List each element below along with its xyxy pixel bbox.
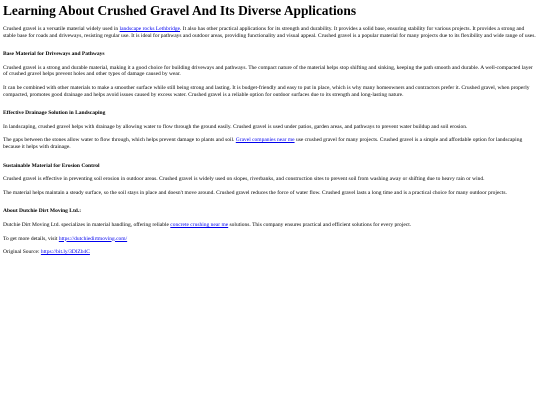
intro-paragraph	[3, 26, 537, 39]
intro-text-after: . It also has other practical applications for its strength and durability. It provides a solid base, ensuring stability for various projects. It provides a strong and stable base for roads and driveways, resisting regular use. It is ideal for pathways and outdoor areas, providing functionality and visual appeal. Crushed gravel is a popular material for many projects due to its flexibility and wide range of uses.	[3, 26, 536, 39]
about-text-before: Dutchie Dirt Moving Ltd. specializes in material handling, offering reliable	[3, 221, 171, 228]
section-heading-drainage: Effective Drainage Solution in Landscaping	[3, 110, 106, 117]
section-heading-base-material: Base Material for Driveways and Pathways	[3, 51, 105, 58]
section-heading-erosion: Sustainable Material for Erosion Control	[3, 162, 100, 169]
section-heading-about: About Dutchie Dirt Moving Ltd.:	[3, 208, 82, 215]
about-paragraph	[3, 222, 537, 229]
drainage-text-after: use crushed gravel for many projects. Crushed gravel is a simple and affordable option for landscaping because it helps with drainage.	[3, 137, 523, 150]
source-label: Original Source:	[3, 249, 41, 256]
page-title: Learning About Crushed Gravel And Its Diverse Applications	[3, 3, 357, 18]
details-label: To get more details, visit	[3, 235, 59, 242]
drainage-paragraph-1: In landscaping, crushed gravel helps with drainage by allowing water to flow through the ground easily. Crushed gravel is used under patios, garden areas, and pathways to prevent water buildup and soil erosion.	[3, 123, 468, 130]
erosion-paragraph-2: The material helps maintain a steady surface, so the soil stays in place and doesn't move around. Crushed gravel reduces the force of water flow. Crushed gravel lasts a long time and is a practical choice for many outdoor projects.	[3, 189, 507, 196]
drainage-paragraph-2	[3, 137, 537, 150]
erosion-paragraph-1: Crushed gravel is effective in preventing soil erosion in outdoor areas. Crushed gravel is widely used on slopes, riverbanks, and construction sites to prevent soil from washing away or shifting due to heavy rain or wind.	[3, 176, 485, 183]
about-text-after: solutions. This company ensures practical and efficient solutions for every project.	[228, 221, 412, 228]
drainage-text-before: The gaps between the stones allow water to flow through, which helps prevent damage to plants and soil.	[3, 137, 236, 144]
details-line	[3, 236, 537, 243]
original-source-link[interactable]: https://bit.ly/3DlZb4C	[40, 249, 90, 256]
gravel-companies-link[interactable]: Gravel companies near me	[235, 137, 295, 144]
website-link[interactable]: https://dutchiedirtmoving.com/	[58, 235, 128, 242]
source-line	[3, 249, 537, 256]
intro-text-before: Crushed gravel is a versatile material widely used in	[3, 26, 120, 32]
landscape-rocks-link[interactable]: landscape rocks Lethbridge	[119, 26, 181, 32]
concrete-crushing-link[interactable]: concrete crushing near me	[170, 221, 229, 228]
base-material-paragraph-1: Crushed gravel is a strong and durable material, making it a good choice for building driveways and pathways. The compact nature of the material helps stop shifting and sinking, keeping the path smooth and durable. A well-compacted layer of crushed gravel helps prevent holes and other types of damage caused by wear.	[3, 64, 533, 78]
base-material-paragraph-2: It can be combined with other materials to make a smoother surface while still being strong and lasting. It is budget-friendly and easy to put in place, which is why many homeowners and contractors prefer it. Crushed gravel, when properly compacted, promotes good drainage and helps avoid issues caused by excess water. Crushed gravel is a reliable option for outdoor surfaces due to its strength and long-lasting nature.	[3, 84, 530, 98]
